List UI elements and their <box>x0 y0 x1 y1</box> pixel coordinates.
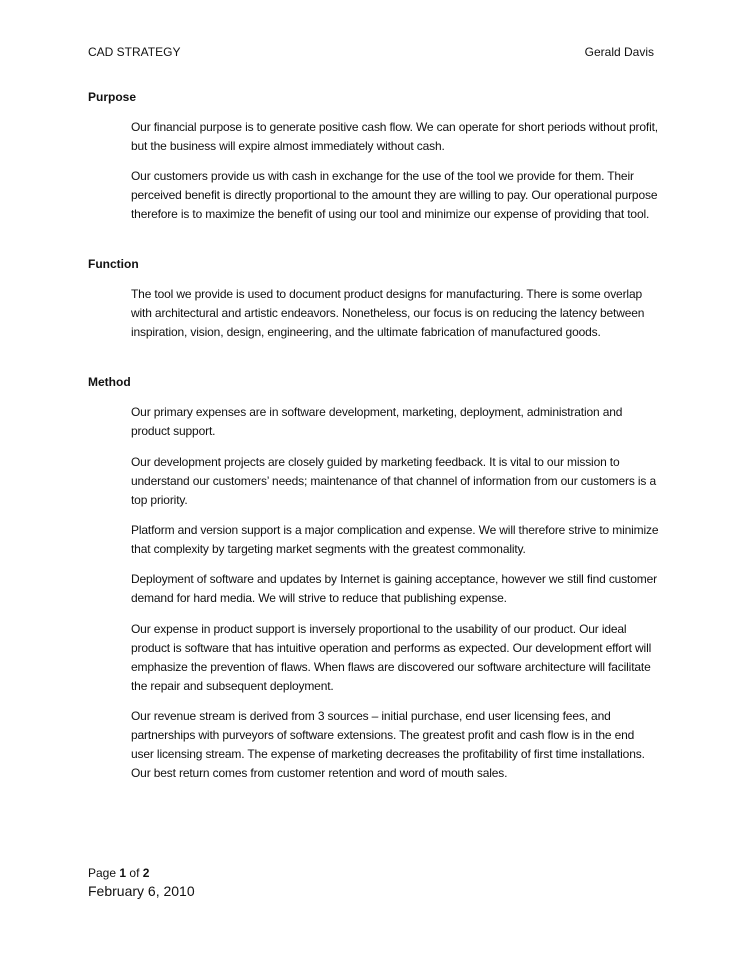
paragraph: Our revenue stream is derived from 3 sources – initial purchase, end user licensing fees, and partnerships with purveyors of software extensions. The greatest profit and cash flow is in the end user licensing stream. The expense of marketing decreases the profitability of first time installations. Our best return comes from customer retention and word of mouth sales. <box>131 709 645 780</box>
section-heading-purpose: Purpose <box>88 90 137 104</box>
page-of: of <box>129 866 140 880</box>
paragraph: Our primary expenses are in software development, marketing, deployment, administration and product support. <box>131 405 623 438</box>
paragraph: Platform and version support is a major complication and expense. We will therefore strive to minimize that complexity by targeting market segments with the greatest commonality. <box>131 523 659 556</box>
section-heading-method: Method <box>88 375 131 389</box>
page-label: Page <box>88 866 117 880</box>
page-header-author: Gerald Davis <box>584 45 654 59</box>
page-number <box>88 866 149 880</box>
section-heading-function: Function <box>88 257 139 271</box>
paragraph: Our financial purpose is to generate positive cash flow. We can operate for short periods without profit, but the business will expire almost immediately without cash. <box>131 120 658 153</box>
paragraph: Our expense in product support is inversely proportional to the usability of our product. Our ideal product is software that has intuitive operation and performs as expected. Our development effort will emphasize the prevention of flaws. When flaws are discovered our software architecture will facilitate the repair and subsequent deployment. <box>131 622 652 693</box>
paragraph: The tool we provide is used to document product designs for manufacturing. There is some overlap with architectural and artistic endeavors. Nonetheless, our focus is on reducing the latency between inspiration, vision, design, engineering, and the ultimate fabrication of manufactured goods. <box>131 287 645 339</box>
paragraph: Our development projects are closely guided by marketing feedback. It is vital to our mission to understand our customers’ needs; maintenance of that channel of information from our customers is a top priority. <box>131 455 656 507</box>
page-current: 1 <box>119 866 127 880</box>
page-total: 2 <box>142 866 150 880</box>
paragraph: Our customers provide us with cash in exchange for the use of the tool we provide for them. Their perceived benefit is directly proportional to the amount they are willing to pay. Our operational purpose therefore is to maximize the benefit of using our tool and minimize our expense of providing that tool. <box>131 169 658 221</box>
page-header-title: CAD STRATEGY <box>88 45 181 59</box>
paragraph: Deployment of software and updates by Internet is gaining acceptance, however we still find customer demand for hard media. We will strive to reduce that publishing expense. <box>131 572 657 605</box>
footer-date: February 6, 2010 <box>88 883 195 899</box>
